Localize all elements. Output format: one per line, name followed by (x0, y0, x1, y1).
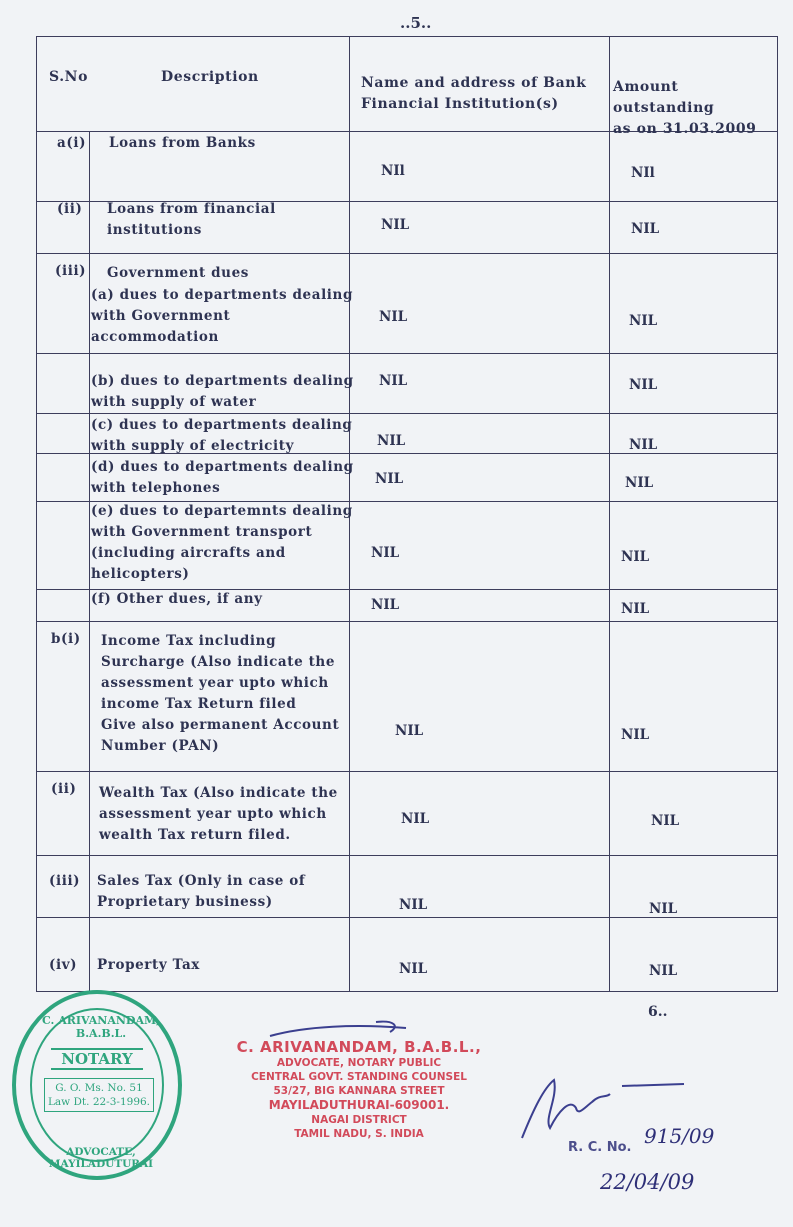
row-sno: (iv) (49, 957, 78, 973)
advocate-line: NAGAI DISTRICT (311, 1114, 407, 1126)
register-date: 22/04/09 (600, 1170, 695, 1194)
row-description: (b) dues to departments dealing with supply of water (91, 373, 354, 410)
row-description-sub: (a) dues to departments dealing with Government accommodation (91, 287, 353, 345)
row-divider (37, 353, 777, 354)
advocate-line: MAYILADUTHURAI-609001. (268, 1098, 450, 1112)
row-sno: a(i) (57, 135, 87, 151)
row-amount-value: NIL (629, 437, 658, 453)
register-label: R. C. No. (568, 1140, 632, 1155)
row-amount-value: NIL (651, 813, 680, 829)
page-number: ..5.. (400, 14, 432, 32)
row-bank-value: NIL (371, 597, 400, 613)
row-sno: (iii) (55, 263, 87, 279)
row-amount-value: NIL (629, 313, 658, 329)
row-bank-value: NIL (399, 961, 428, 977)
row-bank-value: NIL (399, 897, 428, 913)
row-description: Government dues (107, 265, 249, 281)
row-description: Loans from financial institutions (107, 201, 276, 238)
column-divider (609, 37, 610, 991)
row-bank-value: NIL (381, 217, 410, 233)
seal-location: ADVOCATE, MAYILADUTURAI (48, 1146, 154, 1170)
row-sno: (iii) (49, 873, 81, 889)
row-divider (37, 771, 777, 772)
row-bank-value: NIL (379, 373, 408, 389)
row-amount-value: NIL (625, 475, 654, 491)
row-amount-value: NIL (621, 727, 650, 743)
row-sno: (ii) (51, 781, 77, 797)
header-sno: S.No (49, 69, 89, 85)
header-bank: Name and address of Bank Financial Institution(s) (361, 75, 587, 112)
row-amount-value: NIL (631, 221, 660, 237)
advocate-line: CENTRAL GOVT. STANDING COUNSEL (251, 1071, 467, 1083)
row-description: (c) dues to departments dealing with supply of electricity (91, 417, 353, 454)
row-divider (37, 413, 777, 414)
seal-name: C. ARIVANANDAM, B.A.B.L. (42, 1014, 160, 1040)
row-sno: (ii) (57, 201, 83, 217)
row-divider (37, 917, 777, 918)
row-bank-value: NIL (375, 471, 404, 487)
row-amount-value: NIL (649, 963, 678, 979)
advocate-line: TAMIL NADU, S. INDIA (294, 1128, 424, 1140)
row-description: (e) dues to departemnts dealing with Government transport (including aircrafts and helicopters) (91, 503, 353, 582)
row-bank-value: NIL (379, 309, 408, 325)
row-bank-value: NIL (395, 723, 424, 739)
row-amount-value: NIl (631, 165, 655, 181)
row-divider (37, 253, 777, 254)
row-divider (37, 855, 777, 856)
notary-seal (12, 990, 182, 1180)
advocate-stamp (234, 1038, 484, 1141)
seal-go-number: G. O. Ms. No. 51 Law Dt. 22-3-1996. (44, 1078, 154, 1112)
row-description: Loans from Banks (109, 135, 256, 151)
row-amount-value: NIL (629, 377, 658, 393)
liabilities-table (36, 36, 778, 992)
row-bank-value: NIL (377, 433, 406, 449)
next-page-marker: 6.. (648, 1004, 668, 1020)
column-divider (89, 132, 90, 991)
row-bank-value: NIL (401, 811, 430, 827)
row-description: Sales Tax (Only in case of Proprietary business) (97, 873, 306, 910)
advocate-name: C. ARIVANANDAM, B.A.B.L., (236, 1038, 482, 1056)
row-description: (d) dues to departments dealing with telephones (91, 459, 354, 496)
row-description: Property Tax (97, 957, 200, 973)
row-amount-value: NIL (649, 901, 678, 917)
row-description: Income Tax including Surcharge (Also indicate the assessment year upto which income Tax Return filed Give also permanent Account Number (PAN) (101, 633, 340, 754)
header-amount: Amount outstanding as on 31.03.2009 (613, 79, 757, 137)
header-description: Description (161, 69, 259, 85)
row-amount-value: NIL (621, 549, 650, 565)
advocate-line: 53/27, BIG KANNARA STREET (273, 1085, 445, 1097)
advocate-line: ADVOCATE, NOTARY PUBLIC (276, 1057, 442, 1069)
row-bank-value: NIl (381, 163, 405, 179)
row-divider (37, 621, 777, 622)
row-sno: b(i) (51, 631, 81, 647)
row-description: Wealth Tax (Also indicate the assessment year upto which wealth Tax return filed. (99, 785, 338, 843)
row-amount-value: NIL (621, 601, 650, 617)
row-bank-value: NIL (371, 545, 400, 561)
row-description: (f) Other dues, if any (91, 591, 263, 607)
seal-notary-title: NOTARY (51, 1048, 143, 1070)
pen-flourish-icon (266, 1018, 416, 1048)
register-number: 915/09 (644, 1124, 715, 1148)
